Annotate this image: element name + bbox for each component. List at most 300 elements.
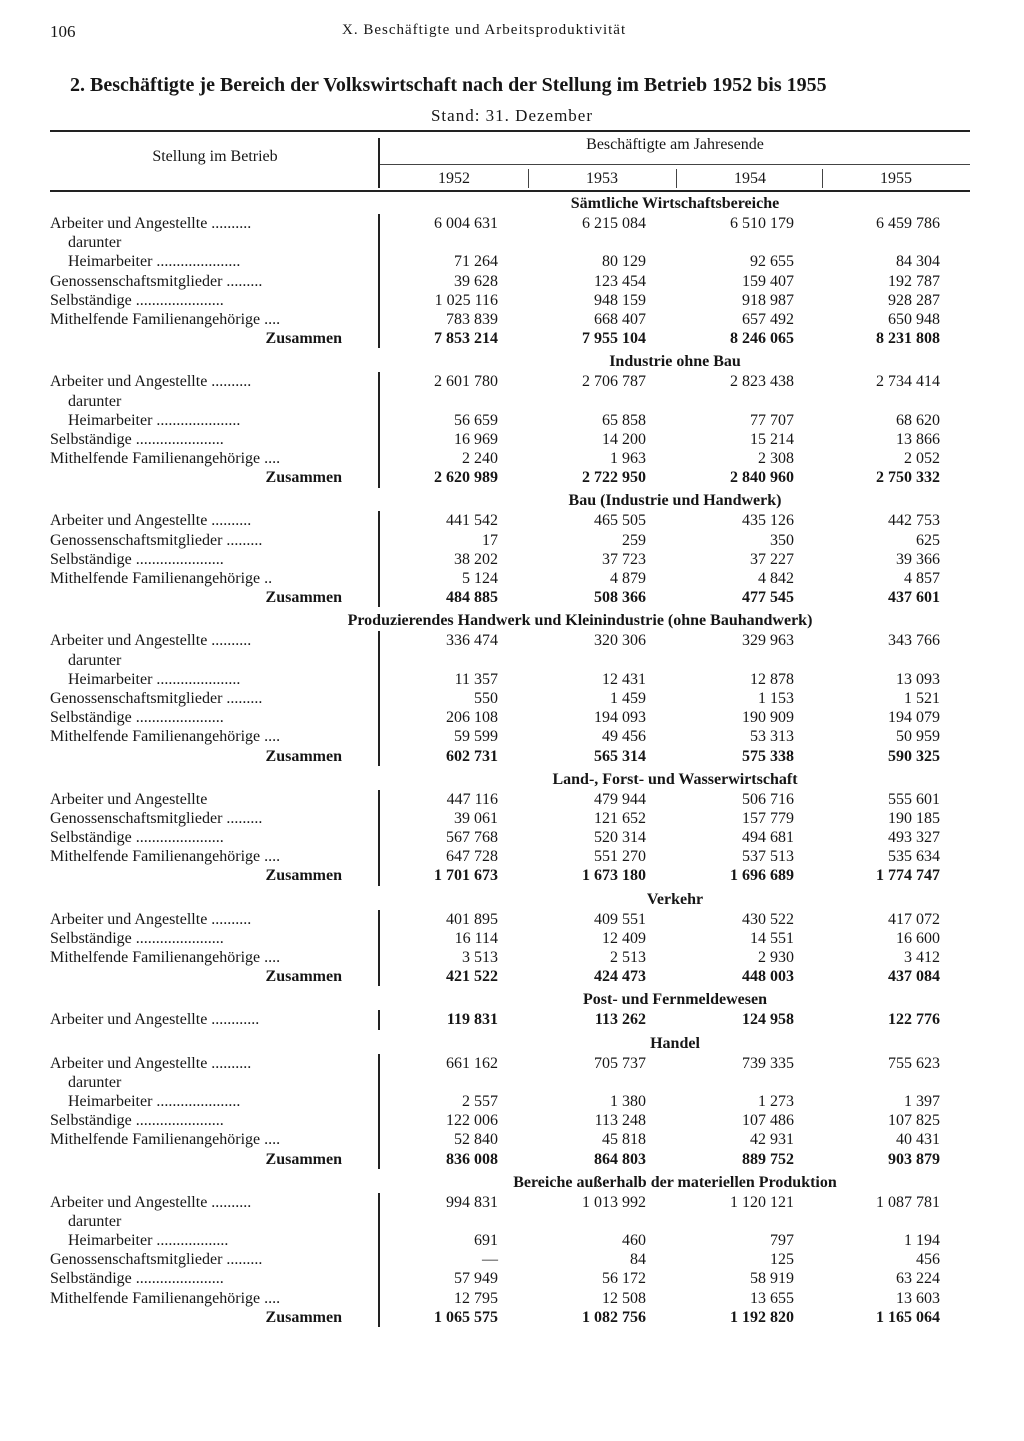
cell-value: 2 734 414 [876, 373, 940, 391]
column-divider [378, 1193, 380, 1327]
cell-value: 17 [482, 531, 498, 549]
row-label: Selbständige ...................... [50, 1112, 224, 1130]
cell-value: 3 513 [462, 949, 498, 966]
column-divider [378, 910, 380, 987]
table-row [50, 847, 970, 866]
table-header [50, 132, 970, 190]
table-row [50, 651, 970, 670]
table-row [50, 550, 970, 569]
cell-value: 7 853 214 [434, 330, 498, 348]
cell-value: 657 492 [742, 310, 794, 328]
cell-value: 460 [622, 1232, 646, 1250]
cell-value: 1 194 [904, 1232, 940, 1250]
cell-value: 401 895 [446, 910, 498, 928]
cell-value: 903 879 [888, 1150, 940, 1168]
cell-value: 1 380 [610, 1092, 646, 1110]
table-body [50, 194, 970, 1327]
section-title: Produzierendes Handwerk und Kleinindustrie (ohne Bauhandwerk) [347, 612, 813, 630]
section-title: Bereiche außerhalb der materiellen Produktion [513, 1173, 837, 1191]
table-title: 2. Beschäftigte je Bereich der Volkswirtschaft nach der Stellung im Betrieb 1952 bis 1955 [70, 74, 827, 96]
year-header: 1953 [586, 170, 618, 187]
cell-value: 39 366 [896, 550, 940, 568]
cell-value: 691 [474, 1232, 498, 1250]
cell-value: 435 126 [742, 512, 794, 530]
table-row [50, 411, 970, 430]
row-label: Arbeiter und Angestellte .......... [50, 1054, 252, 1072]
table-row [50, 1193, 970, 1212]
cell-value: 6 004 631 [434, 215, 498, 232]
cell-value: 555 601 [888, 790, 940, 808]
table-row [50, 531, 970, 550]
cell-value: 650 948 [888, 310, 940, 328]
total-row [50, 866, 970, 885]
cell-value: 8 231 808 [876, 330, 940, 348]
header-midline [380, 164, 970, 165]
cell-value: 14 551 [750, 929, 794, 947]
row-label: Genossenschaftsmitglieder ......... [50, 809, 263, 827]
section-title: Verkehr [646, 890, 704, 908]
table-row [50, 1111, 970, 1130]
section-rows [50, 1193, 970, 1327]
cell-value: 80 129 [602, 253, 646, 271]
cell-value: 1 192 820 [730, 1308, 794, 1326]
row-label: darunter [68, 1073, 122, 1091]
row-label: Arbeiter und Angestellte .......... [50, 215, 252, 232]
cell-value: 456 [916, 1251, 940, 1269]
cell-value: 1 696 689 [730, 867, 794, 885]
cell-value: 53 313 [750, 728, 794, 746]
table-row [50, 689, 970, 708]
column-divider [378, 214, 380, 348]
column-divider [378, 1054, 380, 1169]
cell-value: 12 409 [602, 929, 646, 947]
cell-value: 119 831 [446, 1011, 498, 1029]
row-label: Zusammen [265, 589, 342, 607]
table-subtitle: Stand: 31. Dezember [430, 106, 594, 125]
table-row [50, 511, 970, 530]
row-label: Heimarbeiter ..................... [68, 1092, 241, 1110]
cell-value: 4 879 [610, 570, 646, 587]
cell-value: 190 909 [742, 709, 794, 727]
cell-value: 2 240 [462, 450, 498, 468]
cell-value: 889 752 [742, 1150, 794, 1168]
section-title: Sämtliche Wirtschaftsbereiche [570, 195, 780, 212]
row-label: Zusammen [265, 469, 342, 487]
cell-value: 42 931 [750, 1131, 794, 1149]
cell-value: 56 659 [454, 411, 498, 429]
cell-value: 12 431 [602, 670, 646, 688]
row-label: Zusammen [265, 1150, 342, 1168]
row-label: Arbeiter und Angestellte ............ [50, 1011, 260, 1029]
cell-value: 320 306 [594, 632, 646, 650]
cell-value: 2 620 989 [434, 469, 498, 487]
running-head: X. Beschäftigte und Arbeitsproduktivität [342, 22, 627, 38]
section-title: Post- und Fernmeldewesen [583, 991, 767, 1009]
cell-value: 107 825 [888, 1112, 940, 1130]
cell-value: 1 521 [904, 689, 940, 707]
cell-value: 1 082 756 [582, 1308, 646, 1326]
table-row [50, 1250, 970, 1269]
cell-value: 477 545 [742, 589, 794, 607]
row-label: Selbständige ...................... [50, 1270, 224, 1288]
table-row [50, 430, 970, 449]
cell-value: 68 620 [896, 411, 940, 429]
row-label: darunter [68, 651, 122, 669]
cell-value: 123 454 [594, 272, 646, 290]
cell-value: 484 885 [446, 589, 498, 607]
cell-value: 12 795 [454, 1289, 498, 1307]
cell-value: 12 508 [602, 1289, 646, 1307]
table-row [50, 708, 970, 727]
cell-value: 836 008 [446, 1150, 498, 1168]
cell-value: 14 200 [602, 430, 646, 448]
total-row [50, 1150, 970, 1169]
cell-value: 1 153 [758, 689, 794, 707]
cell-value: 551 270 [594, 848, 646, 866]
cell-value: 65 858 [602, 411, 646, 429]
cell-value: 38 202 [454, 550, 498, 568]
cell-value: 447 116 [446, 790, 498, 808]
row-label: Mithelfende Familienangehörige .... [50, 1289, 281, 1307]
cell-value: 705 737 [594, 1054, 646, 1072]
section-rows [50, 910, 970, 987]
cell-value: 1 087 781 [876, 1193, 940, 1211]
row-label: darunter [68, 392, 122, 410]
row-label: Mithelfende Familienangehörige .... [50, 728, 281, 746]
row-label: Zusammen [265, 867, 342, 885]
section-title: Industrie ohne Bau [609, 353, 741, 371]
row-label: Selbständige ...................... [50, 430, 224, 448]
cell-value: 329 963 [742, 632, 794, 650]
row-label: Selbständige ...................... [50, 550, 224, 568]
table-row [50, 449, 970, 468]
section-rows [50, 372, 970, 487]
row-label: Arbeiter und Angestellte .......... [50, 512, 252, 530]
row-label: Mithelfende Familienangehörige .... [50, 1131, 281, 1149]
table-section [50, 1173, 970, 1327]
cell-value: 5 124 [462, 570, 498, 587]
row-label: Mithelfende Familienangehörige .... [50, 450, 281, 468]
cell-value: 417 072 [888, 910, 940, 928]
total-row [50, 967, 970, 986]
table-row [50, 948, 970, 967]
table-section [50, 194, 970, 348]
cell-value: 4 857 [904, 570, 940, 587]
cell-value: 625 [916, 531, 940, 549]
table-section [50, 611, 970, 765]
cell-value: 52 840 [454, 1131, 498, 1149]
cell-value: 437 601 [888, 589, 940, 607]
row-label: Selbständige ...................... [50, 929, 224, 947]
cell-value: 50 959 [896, 728, 940, 746]
cell-value: 465 505 [594, 512, 646, 530]
row-label: Mithelfende Familienangehörige .... [50, 310, 281, 328]
table-row [50, 1289, 970, 1308]
cell-value: 948 159 [594, 291, 646, 309]
cell-value: 13 866 [896, 430, 940, 448]
section-rows [50, 214, 970, 348]
cell-value: 92 655 [750, 253, 794, 271]
total-row [50, 588, 970, 607]
table-row [50, 790, 970, 809]
section-rows [50, 511, 970, 607]
cell-value: 567 768 [446, 829, 498, 847]
cell-value: 739 335 [742, 1054, 794, 1072]
cell-value: 113 262 [594, 1011, 646, 1029]
cell-value: 350 [770, 531, 794, 549]
table-row [50, 1130, 970, 1149]
cell-value: 479 944 [594, 790, 646, 808]
row-label: Arbeiter und Angestellte [50, 790, 208, 808]
row-label: darunter [68, 234, 122, 252]
cell-value: 1 273 [758, 1092, 794, 1110]
table-row [50, 214, 970, 233]
cell-value: 1 397 [904, 1092, 940, 1110]
cell-value: 1 025 116 [434, 291, 498, 309]
row-label: Zusammen [265, 330, 342, 348]
row-label: Zusammen [265, 747, 342, 765]
cell-value: 1 065 575 [434, 1308, 498, 1326]
cell-value: 928 287 [888, 291, 940, 309]
table-section [50, 1034, 970, 1169]
cell-value: 520 314 [594, 829, 646, 847]
cell-value: 59 599 [454, 728, 498, 746]
table-row [50, 1010, 970, 1029]
table-section [50, 491, 970, 607]
cell-value: 63 224 [896, 1270, 940, 1288]
table-row [50, 392, 970, 411]
page-header [50, 22, 970, 44]
cell-value: 157 779 [742, 809, 794, 827]
cell-value: 77 707 [750, 411, 794, 429]
cell-value: 84 [630, 1251, 646, 1269]
cell-value: 194 093 [594, 709, 646, 727]
cell-value: 575 338 [742, 747, 794, 765]
row-label: Selbständige ...................... [50, 291, 224, 309]
cell-value: 2 840 960 [730, 469, 794, 487]
cell-value: 336 474 [446, 632, 498, 650]
cell-value: 918 987 [742, 291, 794, 309]
column-divider [378, 372, 380, 487]
table-row [50, 310, 970, 329]
table-row [50, 1092, 970, 1111]
row-label: Heimarbeiter ..................... [68, 670, 241, 688]
cell-value: 8 246 065 [730, 330, 794, 348]
year-header: 1954 [734, 170, 766, 187]
cell-value: 7 955 104 [582, 330, 646, 348]
row-label: Arbeiter und Angestellte .......... [50, 632, 252, 650]
total-row [50, 1308, 970, 1327]
cell-value: 56 172 [602, 1270, 646, 1288]
cell-value: 430 522 [742, 910, 794, 928]
cell-value: 4 842 [758, 570, 794, 587]
cell-value: 39 061 [454, 809, 498, 827]
cell-value: 2 052 [904, 450, 940, 468]
cell-value: 37 723 [602, 550, 646, 568]
cell-value: 11 357 [454, 670, 498, 688]
cell-value: 661 162 [446, 1054, 498, 1072]
cell-value: 442 753 [888, 512, 940, 530]
cell-value: 16 969 [454, 430, 498, 448]
cell-value: 45 818 [602, 1131, 646, 1149]
table-row [50, 1231, 970, 1250]
row-label: Genossenschaftsmitglieder ......... [50, 531, 263, 549]
cell-value: 797 [770, 1232, 794, 1250]
cell-value: 40 431 [896, 1131, 940, 1149]
cell-value: 437 084 [888, 968, 940, 986]
cell-value: 550 [474, 689, 498, 707]
cell-value: 49 456 [602, 728, 646, 746]
total-row [50, 329, 970, 348]
table-row [50, 727, 970, 746]
total-row [50, 468, 970, 487]
cell-value: 13 093 [896, 670, 940, 688]
cell-value: 864 803 [594, 1150, 646, 1168]
row-label: Genossenschaftsmitglieder ......... [50, 272, 263, 290]
table-row [50, 272, 970, 291]
section-title: Bau (Industrie und Handwerk) [568, 492, 782, 510]
cell-value: 13 603 [896, 1289, 940, 1307]
cell-value: 1 120 121 [730, 1193, 794, 1211]
table-row [50, 291, 970, 310]
cell-value: 6 459 786 [876, 215, 940, 232]
cell-value: 1 963 [610, 450, 646, 468]
cell-value: 13 655 [750, 1289, 794, 1307]
cell-value: 1 774 747 [876, 867, 940, 885]
cell-value: 12 878 [750, 670, 794, 688]
cell-value: 1 013 992 [582, 1193, 646, 1211]
cell-value: 2 308 [758, 450, 794, 468]
table-section [50, 990, 970, 1029]
cell-value: 122 776 [888, 1011, 940, 1029]
cell-value: 508 366 [594, 589, 646, 607]
cell-value: 647 728 [446, 848, 498, 866]
table-row [50, 929, 970, 948]
cell-value: 37 227 [750, 550, 794, 568]
column-divider [378, 1010, 380, 1029]
cell-value: 783 839 [446, 310, 498, 328]
row-label: Genossenschaftsmitglieder ......... [50, 689, 263, 707]
cell-value: 421 522 [446, 968, 498, 986]
cell-value: 192 787 [888, 272, 940, 290]
cell-value: 409 551 [594, 910, 646, 928]
cell-value: 1 165 064 [876, 1308, 940, 1326]
cell-value: 2 706 787 [582, 373, 646, 391]
cell-value: 159 407 [742, 272, 794, 290]
cell-value: — [482, 1251, 498, 1269]
table-row [50, 631, 970, 650]
span-header: Beschäftigte am Jahresende [586, 136, 764, 153]
cell-value: 15 214 [750, 430, 794, 448]
cell-value: 994 831 [446, 1193, 498, 1211]
year-header: 1952 [438, 170, 470, 187]
header-rule [50, 190, 970, 192]
cell-value: 2 750 332 [876, 469, 940, 487]
table-section [50, 770, 970, 886]
cell-value: 441 542 [446, 512, 498, 530]
cell-value: 122 006 [446, 1112, 498, 1130]
column-divider [378, 631, 380, 765]
cell-value: 16 600 [896, 929, 940, 947]
cell-value: 107 486 [742, 1112, 794, 1130]
cell-value: 2 601 780 [434, 373, 498, 391]
cell-value: 1 701 673 [434, 867, 498, 885]
table-row [50, 809, 970, 828]
year-header: 1955 [880, 170, 912, 187]
cell-value: 2 722 950 [582, 469, 646, 487]
cell-value: 71 264 [454, 253, 498, 271]
table-section [50, 890, 970, 987]
cell-value: 343 766 [888, 632, 940, 650]
cell-value: 39 628 [454, 272, 498, 290]
cell-value: 1 459 [610, 689, 646, 707]
table-section [50, 352, 970, 487]
section-title: Handel [650, 1034, 700, 1052]
row-label: Selbständige ...................... [50, 709, 224, 727]
row-label: darunter [68, 1212, 122, 1230]
column-divider [378, 511, 380, 607]
section-title: Land-, Forst- und Wasserwirtschaft [552, 770, 798, 788]
table-row [50, 670, 970, 689]
table-row [50, 1073, 970, 1092]
row-label: Heimarbeiter ..................... [68, 411, 241, 429]
row-label: Mithelfende Familienangehörige .... [50, 848, 281, 866]
table-row [50, 233, 970, 252]
cell-value: 3 412 [904, 949, 940, 966]
row-label: Zusammen [265, 1308, 342, 1326]
cell-value: 84 304 [896, 253, 940, 271]
total-row [50, 747, 970, 766]
column-divider [378, 790, 380, 886]
row-label: Arbeiter und Angestellte .......... [50, 910, 252, 928]
cell-value: 2 513 [610, 949, 646, 966]
cell-value: 755 623 [888, 1054, 940, 1072]
table-row [50, 828, 970, 847]
cell-value: 2 557 [462, 1092, 498, 1110]
cell-value: 2 823 438 [730, 373, 794, 391]
table-row [50, 1054, 970, 1073]
cell-value: 424 473 [594, 968, 646, 986]
page-number: 106 [50, 22, 76, 41]
cell-value: 602 731 [446, 747, 498, 765]
table-row [50, 1269, 970, 1288]
cell-value: 206 108 [446, 709, 498, 727]
row-label: Zusammen [265, 968, 342, 986]
row-label: Mithelfende Familienangehörige .. [50, 570, 273, 587]
cell-value: 506 716 [742, 790, 794, 808]
stub-header: Stellung im Betrieb [152, 148, 278, 165]
cell-value: 448 003 [742, 968, 794, 986]
table-row [50, 1212, 970, 1231]
cell-value: 259 [622, 531, 646, 549]
cell-value: 565 314 [594, 747, 646, 765]
cell-value: 1 673 180 [582, 867, 646, 885]
row-label: Heimarbeiter .................. [68, 1232, 229, 1250]
cell-value: 16 114 [454, 929, 498, 947]
table-row [50, 372, 970, 391]
cell-value: 125 [770, 1251, 794, 1269]
cell-value: 6 215 084 [582, 215, 646, 232]
cell-value: 113 248 [594, 1112, 646, 1130]
cell-value: 2 930 [758, 949, 794, 966]
cell-value: 6 510 179 [730, 215, 794, 232]
table-row [50, 569, 970, 588]
cell-value: 190 185 [888, 809, 940, 827]
row-label: Arbeiter und Angestellte .......... [50, 1193, 252, 1211]
table-row [50, 910, 970, 929]
cell-value: 121 652 [594, 809, 646, 827]
row-label: Mithelfende Familienangehörige .... [50, 949, 281, 966]
